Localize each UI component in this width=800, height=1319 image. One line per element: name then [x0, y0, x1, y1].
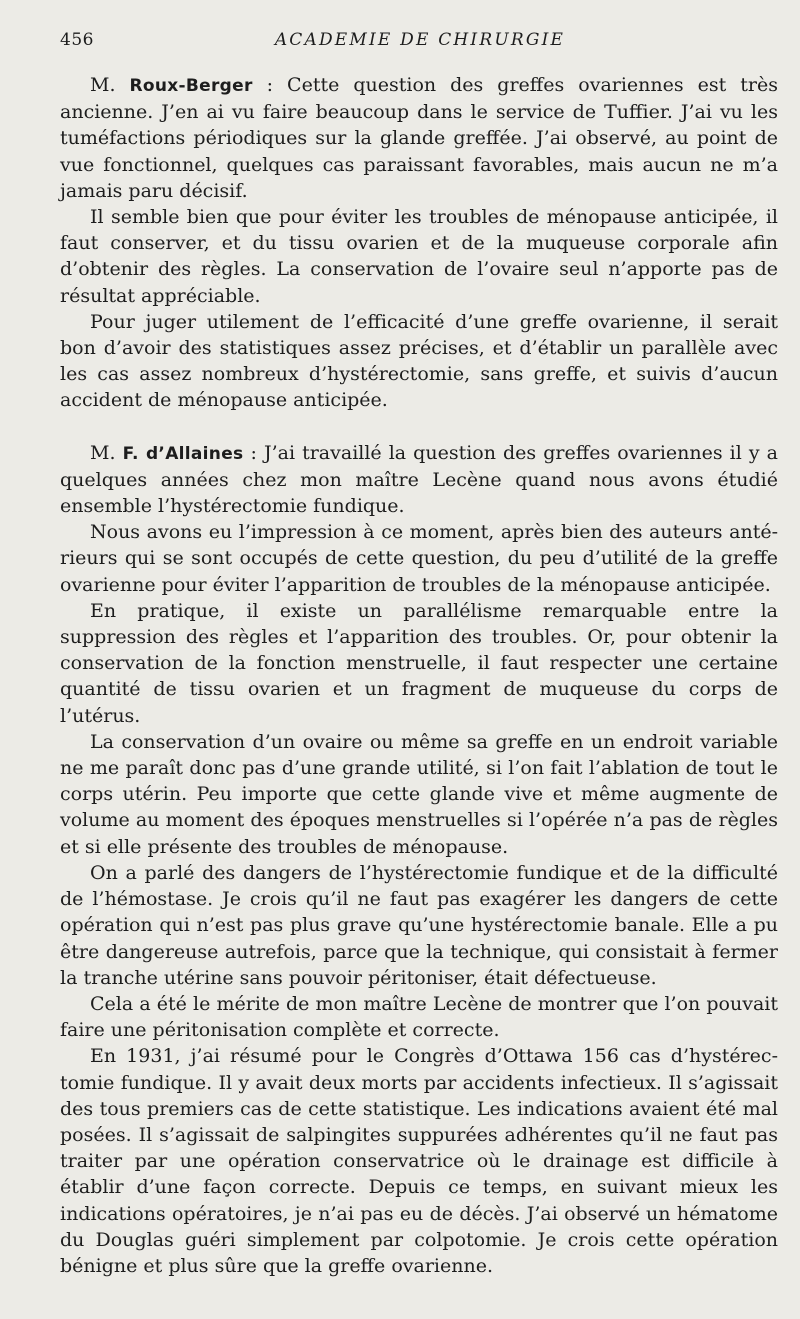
page-header: [60, 30, 780, 56]
paragraph: [60, 72, 778, 204]
paragraph: Pour juger utilement de l’efficacité d’une greffe ovarienne, il serait bon d’avoir des statistiques assez précises, et d’établir un parallèle avec les cas assez nombreux d’hystérectomie, sans greffe, et suivis d’aucun accident de ménopause anticipée.: [60, 310, 778, 412]
speaker-title: M.: [90, 441, 123, 464]
paragraph: [60, 440, 778, 520]
paragraph: Nous avons eu l’impression à ce moment, après bien des auteurs antérieurs qui se sont occupés de cette question, du peu d’utilité de la greffe ovarienne pour éviter l’apparition de troubles de la ménopause anticipée.: [60, 521, 778, 596]
running-title: ACADEMIE DE CHIRURGIE: [274, 30, 566, 50]
speaker-name: F. d’Allaines: [122, 443, 244, 464]
paragraph: Il semble bien que pour éviter les troubles de ménopause anticipée, il faut conserver, et du tissu ovarien et de la muqueuse corporale afin d’obtenir des règles. La conservation de l’ovaire seul n’apporte pas de résultat appréciable.: [60, 206, 778, 307]
page-number: 456: [60, 30, 94, 50]
speaker-title: M.: [90, 74, 130, 96]
paragraph-text: : J’ai travaillé la question des greffes ovariennes il y a quelques années chez mon maître Lecène quand nous avons étudié ensemble l’hystérectomie fundique.: [60, 441, 779, 518]
paragraph: On a parlé des dangers de l’hystérectomie fundique et de la difficulté de l’hémostase. Je crois qu’il ne faut pas exagérer les dangers de cette opération qui n’est pas plus grave qu’une hystérectomie banale. Elle a pu être dangereuse autrefois, parce que la technique, qui consistait à fermer la tranche utérine sans pouvoir péritoniser, était défectueuse.: [60, 861, 778, 989]
page-body: [60, 72, 778, 1279]
paragraph: En pratique, il existe un parallélisme remarquable entre la suppression des règles et l’apparition des troubles. Or, pour obtenir la conservation de la fonction menstruelle, il faut respecter une certaine quantité de tissu ovarien et un fragment de muqueuse du corps de l’utérus.: [60, 599, 778, 727]
speaker-name: Roux-Berger: [129, 76, 253, 96]
paragraph: La conservation d’un ovaire ou même sa greffe en un endroit variable ne me paraît donc pas d’une grande utilité, si l’on fait l’ablation de tout le corps utérin. Peu importe que cette glande vive et même augmente de volume au moment des époques menstruelles si l’opérée n’a pas de règles et si elle présente des troubles de ménopause.: [60, 730, 778, 858]
paragraph: En 1931, j’ai résumé pour le Congrès d’Ottawa 156 cas d’hystérectomie fundique. Il y avait deux morts par accidents infectieux. Il s’agissait des tous premiers cas de cette statistique. Les indications avaient été mal posées. Il s’agissait de salpingites suppurées adhérentes qu’il ne faut pas traiter par une opération conservatrice où le drainage est difficile à établir d’une façon correcte. Depuis ce temps, en suivant mieux les indications opératoires, je n’ai pas eu de décès. J’ai observé un hématome du Douglas guéri simplement par colpotomie. Je crois cette opération bénigne et plus sûre que la greffe ovarienne.: [60, 1045, 778, 1277]
paragraph-text: : Cette question des greffes ovariennes est très ancienne. J’en ai vu faire beaucoup dans le service de Tuffier. J’ai vu les tuméfactions périodiques sur la glande greffée. J’ai observé, au point de vue fonctionnel, quelques cas paraissant favorables, mais aucun ne m’a jamais paru décisif.: [60, 74, 778, 202]
paragraph: Cela a été le mérite de mon maître Lecène de montrer que l’on pouvait faire une péritonisation complète et correcte.: [60, 992, 778, 1042]
